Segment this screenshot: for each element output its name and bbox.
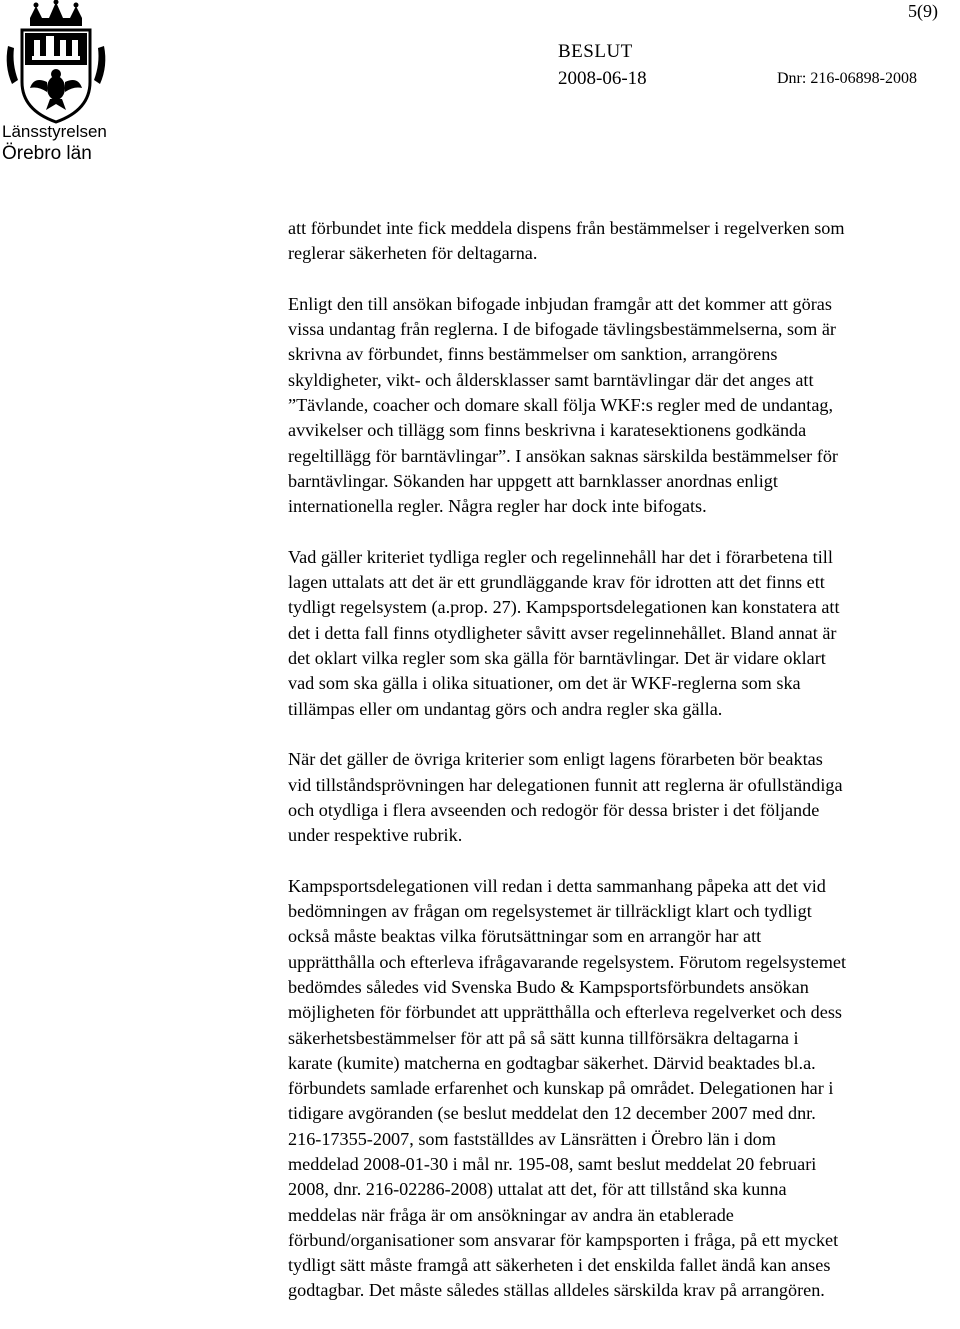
paragraph: Vad gäller kriteriet tydliga regler och regelinnehåll har det i förarbetena till lagen uttalats att det är ett grundläggande krav för idrotten att det finns ett tydligt regelsystem (a.prop. 27). Kampsportsdelegationen kan konstatera att det i detta fall finns otydligheter såvitt avser regelinnehållet. Bland annat är det oklart vilka regler som ska gälla för barntävlingar. Det är vidare oklart vad som ska gälla i olika situationer, om det är WKF-reglerna som ska tillämpas eller om undantag görs och andra regler ska gälla. <box>288 546 840 719</box>
paragraph: att förbundet inte fick meddela dispens från bestämmelser i regelverken som reglerar säkerheten för deltagarna. <box>288 218 845 264</box>
paragraph: Kampsportsdelegationen vill redan i detta sammanhang påpeka att det vid bedömningen av frågan om regelsystemet är tillräckligt klart och tydligt också måste beaktas vilka förutsättningar som en arrangör har att upprätthålla och efterleva ifrågavarande regelsystem. Förutom regelsystemet bedömdes således vid Svenska Budo & Kampsportsförbundets ansökan möjligheten för förbundet att upprätthålla och efterleva regelverket och dess säkerhetsbestämmelser för att på så sätt kunna tillförsäkra deltagarna i karate (kumite) matcherna en godtagbar säkerhet. Därvid beaktades bl.a. förbundets samlade erfarenhet och kunskap på området. Delegationen har i tidigare avgöranden (se beslut meddelat den 12 december 2007 med dnr. 216-17355-2007, som fastställdes av Länsrätten i Örebro län i dom meddelad 2008-01-30 i mål nr. 195-08, samt beslut meddelat 20 februari 2008, dnr. 216-02286-2008) uttalat att det, för att tillstånd ska kunna meddelas när fråga är om ansökningar av andra än etablerade förbund/organisationer som ansvarar för kampsporten i fråga, på ett mycket tydligt sätt måste framgå att säkerheten i det enskilda fallet ändå kan anses godtagbar. Det måste således ställas alldeles särskilda krav på arrangören. <box>288 875 847 1301</box>
document-dnr: Dnr: 216-06898-2008 <box>777 70 917 87</box>
logo-text-line1: Länsstyrelsen <box>2 122 107 141</box>
document-body <box>288 216 960 1329</box>
document-type: BESLUT <box>558 41 633 62</box>
lansstyrelsen-logo <box>0 0 116 166</box>
logo-text-line2: Örebro län <box>2 143 92 164</box>
page-number: 5(9) <box>908 1 938 21</box>
coat-of-arms-icon <box>0 0 116 166</box>
document-date: 2008-06-18 <box>558 68 647 89</box>
paragraph: När det gäller de övriga kriterier som enligt lagens förarbeten bör beaktas vid tillståndsprövningen har delegationen funnit att reglerna är ofullständiga och otydliga i flera avseenden och redogör för dessa brister i det följande under respektive rubrik. <box>288 749 843 846</box>
paragraph: Enligt den till ansökan bifogade inbjudan framgår att det kommer att göras vissa undantag från reglerna. I de bifogade tävlingsbestämmelserna, som är skrivna av förbundet, finns bestämmelser om sanktion, arrangörens skyldigheter, vikt- och åldersklasser samt barntävlingar där det anges att ”Tävlande, coacher och domare skall följa WKF:s regler med de undantag, avvikelser och tillägg som finns beskrivna i karatesektionens godkända regeltillägg för barntävlingar”. I ansökan saknas särskilda bestämmelser för barntävlingar. Sökanden har uppgett att barnklasser anordnas enligt internationella regler. Några regler har dock inte bifogats. <box>288 293 838 517</box>
